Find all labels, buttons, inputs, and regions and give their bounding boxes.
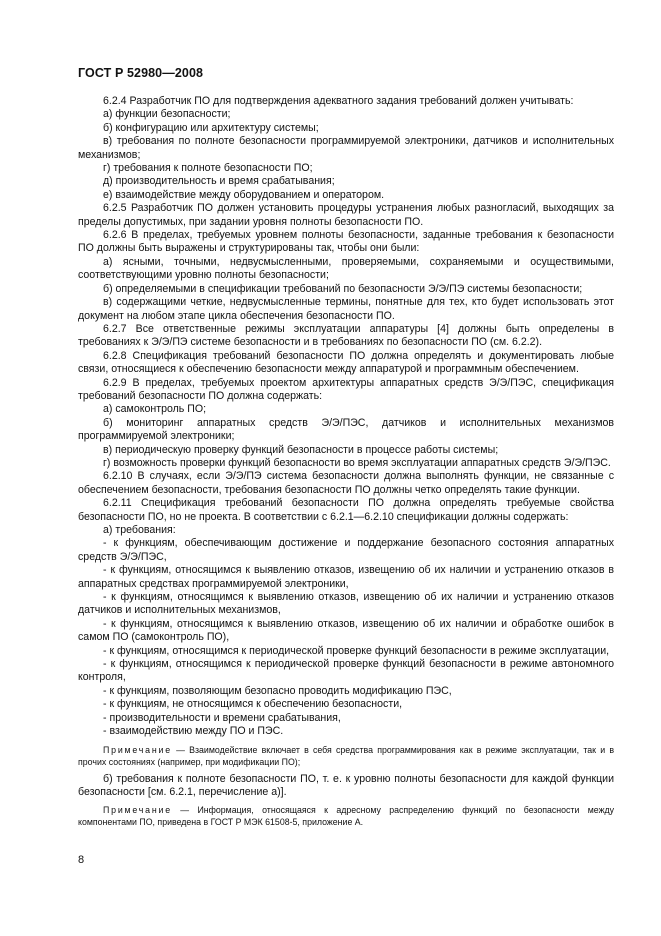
list-item: в) периодическую проверку функций безопасности в процессе работы системы; xyxy=(103,443,499,456)
note-text: — Информация, относящаяся к адресному распределению функций по безопасности между компонентами ПО, приведена в ГОСТ Р МЭК 61508-5, приложение А. xyxy=(78,805,614,828)
list-subitem: - к функциям, обеспечивающим достижение и поддержание безопасного состояния аппаратных средств Э/Э/ПЭС, xyxy=(78,537,614,563)
document-body xyxy=(78,95,614,833)
paragraph: 6.2.6 В пределах, требуемых уровнем полноты безопасности, заданные требования к безопасности ПО должны быть выражены и структурированы так, чтобы они были: xyxy=(78,229,614,255)
list-item: а) функции безопасности; xyxy=(103,108,231,121)
list-subitem: - к функциям, относящимся к периодической проверке функций безопасности в режиме автономного контроля, xyxy=(78,658,614,684)
note-label: Примечание xyxy=(103,744,172,755)
list-item: в) требования по полноте безопасности программируемой электроники, датчиков и исполнительных механизмов; xyxy=(78,135,614,161)
list-item: д) производительность и время срабатывания; xyxy=(103,175,335,188)
list-item: г) требования к полноте безопасности ПО; xyxy=(103,162,313,175)
page-number: 8 xyxy=(78,854,85,866)
list-item: б) определяемыми в спецификации требований по безопасности Э/Э/ПЭ системы безопасности; xyxy=(103,282,583,295)
note xyxy=(78,804,614,828)
list-item: б) мониторинг аппаратных средств Э/Э/ПЭС, датчиков и исполнительных механизмов программируемой электроники; xyxy=(78,416,614,443)
paragraph: 6.2.5 Разработчик ПО должен установить процедуры устранения любых разногласий, выходящих за пределы допустимых, при задании уровня полноты безопасности ПО. xyxy=(78,202,614,228)
list-item: а) ясными, точными, недвусмысленными, проверяемыми, сохраняемыми и осуществимыми, соответствующими уровню полноты безопасности; xyxy=(78,255,614,282)
list-subitem: - взаимодействию между ПО и ПЭС. xyxy=(103,725,284,738)
paragraph: 6.2.8 Спецификация требований безопасности ПО должна определять и документировать любые связи, относящиеся к обеспечению безопасности между аппаратурой и программным обеспечением. xyxy=(78,349,614,376)
paragraph: 6.2.10 В случаях, если Э/Э/ПЭ система безопасности должна выполнять функции, не связанные с обеспечением безопасности, требования безопасности ПО должны четко определять такие функции. xyxy=(78,470,614,496)
list-item: б) требования к полноте безопасности ПО, т. е. к уровню полноты безопасности для каждой функции безопасности [см. 6.2.1, перечисление а)]. xyxy=(78,772,614,798)
list-item: в) содержащими четкие, недвусмысленные термины, понятные для тех, кто будет использовать этот документ на любом этапе цикла обеспечения безопасности ПО. xyxy=(78,296,614,322)
paragraph: 6.2.9 В пределах, требуемых проектом архитектуры аппаратных средств Э/Э/ПЭС, спецификация требований безопасности ПО должна содержать: xyxy=(78,376,614,402)
list-item: а) требования: xyxy=(103,524,176,536)
list-item: б) конфигурацию или архитектуру системы; xyxy=(103,121,319,134)
paragraph: 6.2.11 Спецификация требований безопасности ПО должна определять требуемые свойства безопасности ПО, но не проекта. В соответствии с 6.2.1—6.2.10 спецификации должны содержать: xyxy=(78,497,614,523)
list-item: а) самоконтроль ПО; xyxy=(103,403,207,416)
note-text: — Взаимодействие включает в себя средства программирования как в режиме эксплуатации, так и в прочих состояниях (например, при модификации ПО); xyxy=(78,744,614,767)
list-subitem: - производительности и времени срабатывания, xyxy=(103,711,341,724)
list-subitem: - к функциям, относящимся к выявлению отказов, извещению об их наличии и устранению отказов датчиков и исполнительных механизмов, xyxy=(78,591,614,617)
list-subitem: - к функциям, не относящимся к обеспечению безопасности, xyxy=(103,698,403,711)
note xyxy=(78,744,614,768)
list-item: е) взаимодействие между оборудованием и оператором. xyxy=(103,188,385,201)
note-label: Примечание xyxy=(103,805,172,816)
paragraph: 6.2.4 Разработчик ПО для подтверждения адекватного задания требований должен учитывать: xyxy=(103,95,574,107)
list-subitem: - к функциям, относящимся к выявлению отказов, извещению об их наличии и устранению отказов в аппаратных средствах программируемой электроники, xyxy=(78,564,614,590)
document-header: ГОСТ Р 52980—2008 xyxy=(78,66,204,80)
list-subitem: - к функциям, позволяющим безопасно проводить модификацию ПЭС, xyxy=(103,684,452,697)
paragraph: 6.2.7 Все ответственные режимы эксплуатации аппаратуры [4] должны быть определены в требованиях к Э/Э/ПЭ системе безопасности и в требованиях по безопасности ПО (см. 6.2.2). xyxy=(78,322,614,349)
list-subitem: - к функциям, относящимся к выявлению отказов, извещению об их наличии и обработке ошибок в самом ПО (самоконтроль ПО), xyxy=(78,617,614,644)
list-item: г) возможность проверки функций безопасности во время эксплуатации аппаратных средств Э/Э/ПЭС. xyxy=(103,456,611,469)
list-subitem: - к функциям, относящимся к периодической проверке функций безопасности в режиме эксплуатации, xyxy=(103,644,610,657)
